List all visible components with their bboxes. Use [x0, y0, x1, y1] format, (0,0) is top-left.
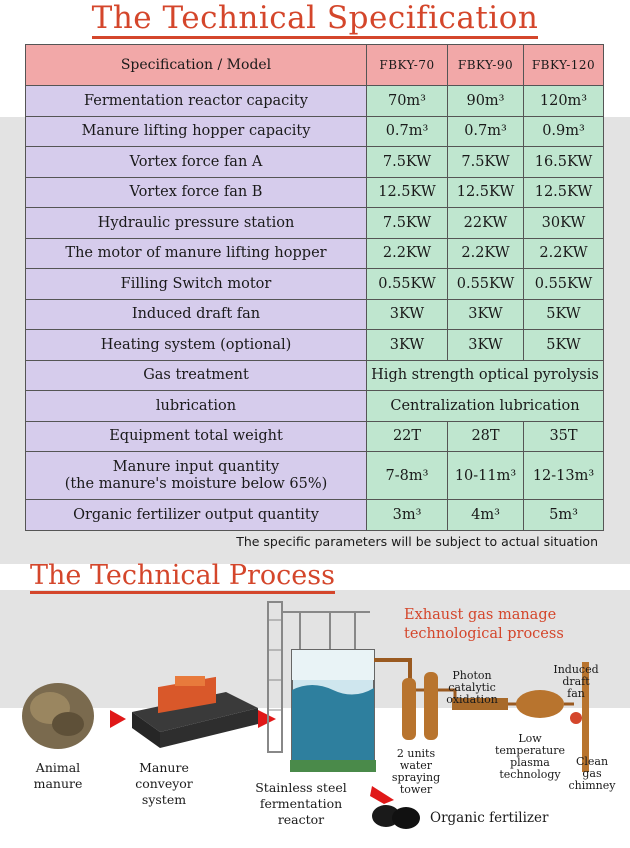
cell-value: 12-13m³: [524, 452, 604, 500]
model-fbky-90: FBKY-90: [448, 45, 524, 86]
label-plasma: Low temperature plasma technology: [494, 732, 565, 781]
row-label: Fermentation reactor capacity: [26, 86, 367, 117]
table-row: [26, 147, 604, 178]
table-row: [26, 177, 604, 208]
row-label: Filling Switch motor: [26, 269, 367, 300]
label-reactor: Stainless steel fermentation reactor: [255, 780, 347, 827]
cell-value: 7.5KW: [367, 147, 448, 178]
cell-value: 2.2KW: [448, 238, 524, 269]
exhaust-line2: technological process: [404, 626, 564, 642]
fertilizer-pellet-icon: [392, 807, 420, 829]
cell-value: 0.55KW: [367, 269, 448, 300]
table-row: [26, 421, 604, 452]
fermentation-reactor-image: [268, 602, 376, 772]
cell-value: 5m³: [524, 500, 604, 531]
row-label: Hydraulic pressure station: [26, 208, 367, 239]
cell-value: 10-11m³: [448, 452, 524, 500]
exhaust-line1: Exhaust gas manage: [404, 607, 557, 623]
cell-value: 120m³: [524, 86, 604, 117]
row-label: lubrication: [26, 391, 367, 422]
exhaust-pipe: [374, 660, 410, 680]
row-label: Vortex force fan A: [26, 147, 367, 178]
cell-value: 0.7m³: [367, 116, 448, 147]
cell-value: 3KW: [367, 299, 448, 330]
table-row: [26, 116, 604, 147]
cell-value: 12.5KW: [524, 177, 604, 208]
manure-conveyor-image: [132, 676, 258, 748]
spec-table: [25, 44, 604, 531]
label-animal-manure: Animal manure: [33, 760, 83, 791]
cell-value: 70m³: [367, 86, 448, 117]
manure-pile-image: [22, 683, 94, 749]
cell-value: 3KW: [448, 299, 524, 330]
cell-value: 0.7m³: [448, 116, 524, 147]
table-row: [26, 500, 604, 531]
cell-value: 90m³: [448, 86, 524, 117]
label-photon: Photon catalytic oxidation: [446, 669, 498, 706]
table-row: [26, 208, 604, 239]
cell-value: 2.2KW: [524, 238, 604, 269]
row-label: Equipment total weight: [26, 421, 367, 452]
table-row: [26, 330, 604, 361]
cell-value: 28T: [448, 421, 524, 452]
spec-note: The specific parameters will be subject to actual situation: [236, 534, 598, 549]
row-label: Gas treatment: [26, 360, 367, 391]
cell-value: 5KW: [524, 330, 604, 361]
model-fbky-120: FBKY-120: [524, 45, 604, 86]
label-induced-fan: Induced draft fan: [553, 663, 599, 700]
cell-value: 7.5KW: [448, 147, 524, 178]
label-organic-fertilizer: Organic fertilizer: [430, 810, 549, 826]
cell-value: 3KW: [448, 330, 524, 361]
row-label: Vortex force fan B: [26, 177, 367, 208]
header-label: Specification / Model: [26, 45, 367, 86]
table-row: [26, 238, 604, 269]
cell-value: 3KW: [367, 330, 448, 361]
row-label: Organic fertilizer output quantity: [26, 500, 367, 531]
row-label-line2: (the manure's moisture below 65%): [64, 475, 328, 492]
row-label: Manure lifting hopper capacity: [26, 116, 367, 147]
cell-value: 12.5KW: [448, 177, 524, 208]
table-row: [26, 86, 604, 117]
cell-value: 22T: [367, 421, 448, 452]
label-spraying-tower: 2 units water spraying tower: [391, 747, 441, 796]
exhaust-title: [404, 606, 564, 644]
cell-value: 30KW: [524, 208, 604, 239]
table-row: [26, 269, 604, 300]
table-row: [26, 360, 604, 391]
merged-cell-value: Centralization lubrication: [367, 391, 604, 422]
table-row: [26, 391, 604, 422]
cell-value: 0.55KW: [524, 269, 604, 300]
label-conveyor: Manure conveyor system: [135, 760, 193, 807]
induced-fan-image: [570, 712, 582, 724]
cell-value: 35T: [524, 421, 604, 452]
cell-value: 22KW: [448, 208, 524, 239]
label-chimney: Clean gas chimney: [568, 755, 616, 792]
cell-value: 2.2KW: [367, 238, 448, 269]
row-label: The motor of manure lifting hopper: [26, 238, 367, 269]
cell-value: 3m³: [367, 500, 448, 531]
cell-value: 5KW: [524, 299, 604, 330]
cell-value: 7.5KW: [367, 208, 448, 239]
cell-value: 16.5KW: [524, 147, 604, 178]
table-row: [26, 299, 604, 330]
cell-value: 0.9m³: [524, 116, 604, 147]
cell-value: 4m³: [448, 500, 524, 531]
flow-arrow: [110, 710, 126, 728]
row-label-line1: Manure input quantity: [112, 458, 280, 475]
row-label: Heating system (optional): [26, 330, 367, 361]
merged-cell-value: High strength optical pyrolysis: [367, 360, 604, 391]
process-title: The Technical Process: [30, 560, 335, 591]
row-label: [26, 452, 367, 500]
table-row: [26, 452, 604, 500]
cell-value: 0.55KW: [448, 269, 524, 300]
cell-value: 12.5KW: [367, 177, 448, 208]
spec-title: The Technical Specification: [0, 0, 630, 36]
model-fbky-70: FBKY-70: [367, 45, 448, 86]
cell-value: 7-8m³: [367, 452, 448, 500]
row-label: Induced draft fan: [26, 299, 367, 330]
table-header-row: [26, 45, 604, 86]
